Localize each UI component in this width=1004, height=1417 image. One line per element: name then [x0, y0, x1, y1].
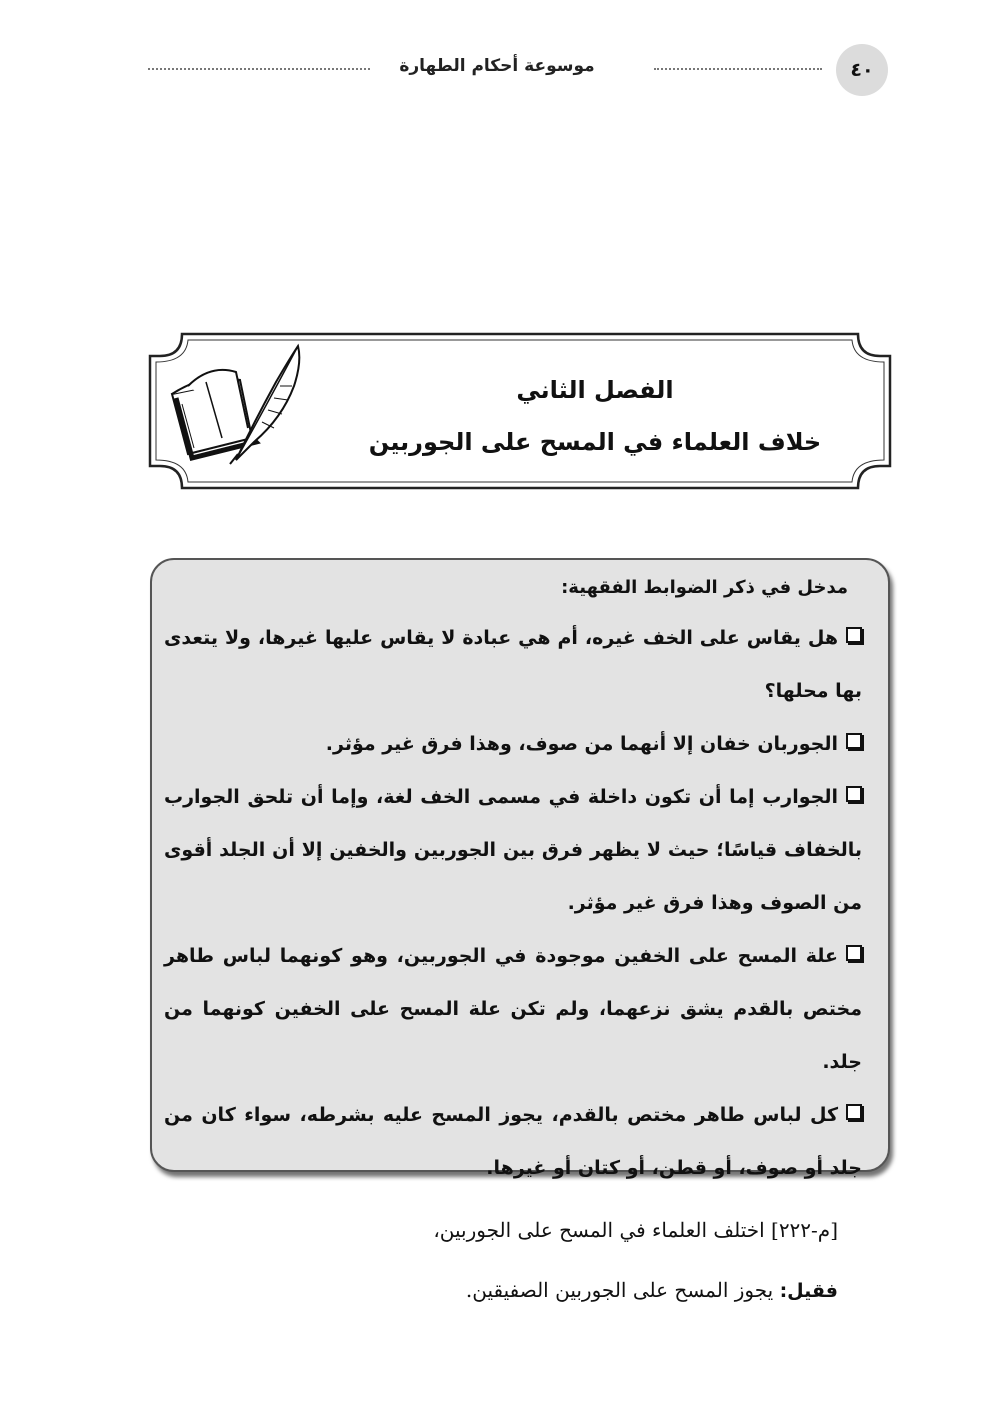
principle-text: الجوربان خفان إلا أنهما من صوف، وهذا فرق غير مؤثر.	[325, 733, 838, 755]
chapter-title: الفصل الثاني	[516, 376, 674, 404]
chapter-banner	[146, 330, 894, 492]
principle-item	[164, 1089, 862, 1195]
principle-item	[164, 930, 862, 1089]
body-text	[138, 1200, 838, 1321]
principles-heading: مدخل في ذكر الضوابط الفقهية:	[561, 577, 848, 598]
body-paragraph	[138, 1260, 838, 1321]
header-dotted-rule-right	[654, 68, 822, 70]
checkbox-icon	[846, 1104, 862, 1120]
header-dotted-rule-left	[148, 68, 370, 70]
chapter-subtitle: خلاف العلماء في المسح على الجوربين	[368, 428, 822, 456]
principle-text: علة المسح على الخفين موجودة في الجوربين، وهو كونهما لباس طاهر مختص بالقدم يشق نزعهما، ولم تكن علة المسح على الخفين كونهما من جلد.	[164, 945, 862, 1073]
checkbox-icon	[846, 786, 862, 802]
principle-text: هل يقاس على الخف غيره، أم هي عبادة لا يقاس عليها غيرها، ولا يتعدى بها محلها؟	[164, 627, 862, 702]
principle-item	[164, 612, 862, 718]
body-paragraph: [م-٢٢٢] اختلف العلماء في المسح على الجوربين،	[433, 1218, 838, 1242]
opinion-text: يجوز المسح على الجوربين الصفيقين.	[465, 1278, 780, 1302]
book-and-quill-icon	[166, 342, 306, 466]
principles-box	[150, 558, 890, 1179]
opinion-lead: فقيل:	[779, 1280, 838, 1302]
running-title: موسوعة أحكام الطهارة	[399, 56, 595, 76]
checkbox-icon	[846, 627, 862, 643]
running-header	[148, 44, 890, 96]
checkbox-icon	[846, 733, 862, 749]
page-number: ٤٠	[836, 44, 888, 96]
checkbox-icon	[846, 945, 862, 961]
principle-text: الجوارب إما أن تكون داخلة في مسمى الخف لغة، وإما أن تلحق الجوارب بالخفاف قياسًا؛ حيث لا يظهر فرق بين الجوربين والخفين إلا أن الجلد أقوى من الصوف وهذا فرق غير مؤثر.	[164, 786, 862, 914]
principle-item	[164, 771, 862, 930]
principle-item	[164, 718, 862, 771]
principle-text: كل لباس طاهر مختص بالقدم، يجوز المسح عليه بشرطه، سواء كان من جلد أو صوف، أو قطن، أو كتان أو غيرها.	[164, 1104, 862, 1179]
principles-list	[164, 612, 862, 1195]
